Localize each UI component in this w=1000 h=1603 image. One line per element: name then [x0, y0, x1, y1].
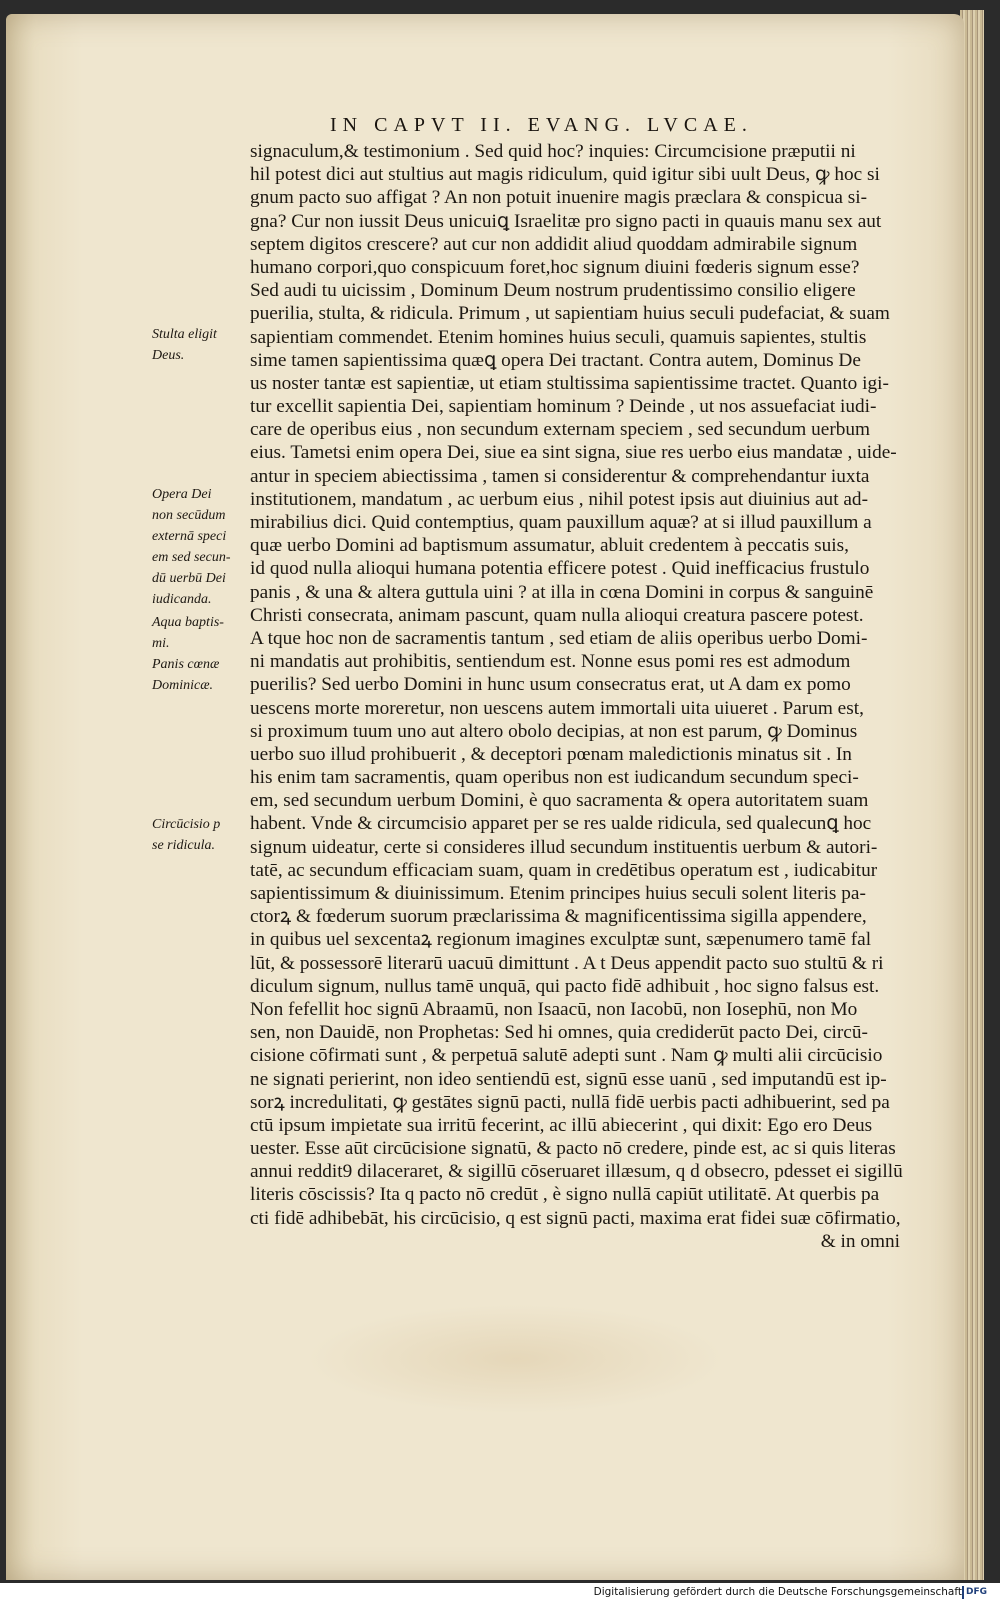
text-line: humano corpori,quo conspicuum foret,hoc signum diuini fœderis signum esse?	[250, 256, 860, 278]
marginal-line: Stulta eligit	[152, 327, 217, 342]
text-line: gna? Cur non iussit Deus unicuiꝗ Israelitæ pro signo pacti in quauis manu sex aut	[250, 210, 882, 232]
marginal-note-panis	[152, 654, 248, 696]
marginal-line: Dominicæ.	[152, 678, 214, 693]
text-line: signum uideatur, certe si consideres illud secundum instituentis uerbum & autori-	[250, 836, 878, 858]
text-line: cisione cōfirmati sunt , & perpetuā salutē adepti sunt . Nam ꝙ multi alii circūcisio	[250, 1045, 883, 1067]
text-line: gnum pacto suo affigat ? An non potuit inuenire magis præclara & conspicua si-	[250, 187, 868, 209]
text-line: lūt, & possessorē literarū uacuū dimittunt . A t Deus appendit pacto suo stultū & ri	[250, 952, 884, 974]
text-line: ctorꝝ & fœderum suorum præclarissima & magnificentissima sigilla appendere,	[250, 906, 867, 928]
running-head: IN CAPVT II. EVANG. LVCAE.	[330, 114, 753, 136]
marginal-line: Deus.	[152, 348, 185, 363]
marginal-line: non secūdum	[152, 508, 226, 523]
text-line: Non fefellit hoc signū Abraamū, non Isaacū, non Iacobū, non Iosephū, non Mo	[250, 998, 858, 1020]
text-line: tur excellit sapientia Dei, sapientiam hominum ? Deinde , ut nos assuefaciat iudi-	[250, 396, 877, 418]
text-line: panis , & una & altera guttula uini ? at illa in cœna Domini in corpus & sanguinē	[250, 581, 874, 603]
text-line: signaculum,& testimonium . Sed quid hoc? inquies: Circumcisione præputii ni	[250, 141, 856, 162]
marginal-line: dū uerbū Dei	[152, 571, 226, 586]
water-stain	[306, 1304, 726, 1414]
text-line: us noster tantæ est sapientiæ, ut etiam stultissima sapientissime tractet. Quanto igi-	[250, 372, 889, 394]
marginal-line: Opera Dei	[152, 487, 212, 502]
text-line: & in omni	[820, 1230, 900, 1252]
marginal-note-stulta	[152, 324, 248, 366]
marginal-line: mi.	[152, 636, 170, 651]
text-line: Christi consecrata, animam pascunt, quam nulla alioqui creatura pascere potest.	[250, 604, 864, 626]
text-line: uester. Esse aūt circūcisione signatū, & pacto nō credere, pinde est, ac si quis literas	[250, 1138, 896, 1160]
digitization-footer	[0, 1583, 1000, 1603]
text-line: in quibus uel sexcentaꝝ regionum imagines exculptæ sunt, sæpenumero tamē fal	[250, 929, 872, 951]
body-text	[250, 140, 910, 1253]
text-line: his enim tam sacramentis, quam operibus non est iudicandum secundum speci-	[250, 767, 859, 789]
text-line: sen, non Dauidē, non Prophetas: Sed hi omnes, quia crediderūt pacto Dei, circū-	[250, 1022, 868, 1044]
text-line: sapientissimum & diuinissimum. Etenim principes huius seculi solent literis pa-	[250, 883, 866, 904]
text-line: habent. Vnde & circumcisio apparet per se res ualde ridicula, sed qualecunꝗ hoc	[250, 813, 872, 835]
marginal-line: iudicanda.	[152, 592, 212, 607]
marginal-line: Panis cœnæ	[152, 657, 220, 672]
marginal-line: Aqua baptis-	[152, 615, 224, 630]
text-line: ctū ipsum impietate sua irritū fecerint, ac illū abiecerint , qui dixit: Ego ero Deus	[250, 1114, 873, 1136]
text-line: A tque hoc non de sacramentis tantum , sed etiam de aliis operibus uerbo Domi-	[250, 627, 868, 649]
text-line: si proximum tuum uno aut altero obolo decipias, at non est parum, ꝙ Dominus	[250, 720, 858, 742]
text-line: puerilis? Sed uerbo Domini in hunc usum consecratus erat, ut A dam ex pomo	[250, 674, 851, 696]
text-line: annui reddit9 dilaceraret, & sigillū cōseruaret illæsum, q d obsecro, pdesset ei sigillū	[250, 1161, 903, 1183]
text-line: ne signati perierint, non ideo sentiendū est, signū esse uanū , sed imputandū est ip-	[250, 1068, 887, 1090]
text-line: em, sed secundum uerbum Domini, è quo sacramenta & opera autoritatem suam	[250, 790, 869, 812]
dfg-logo-icon: DFG	[962, 1586, 994, 1599]
text-line: hil potest dici aut stultius aut magis ridiculum, quid igitur sibi uult Deus, ꝙ hoc si	[250, 164, 880, 186]
text-line: eius. Tametsi enim opera Dei, siue ea sint signa, siue res uerbo eius mandatæ , uide-	[250, 442, 897, 464]
marginal-line: se ridicula.	[152, 838, 215, 853]
text-line: care de operibus eius , non secundum externam speciem , sed secundum uerbum	[250, 419, 871, 441]
text-line: uescens morte moreretur, non uescens autem immortali uita uiueret . Parum est,	[250, 697, 864, 719]
footer-credit: Digitalisierung gefördert durch die Deutsche Forschungsgemeinschaft	[593, 1586, 962, 1598]
text-line: literis cōscissis? Ita q pacto nō credūt , è signo nullā capiūt utilitatē. At querbis pa	[250, 1184, 880, 1206]
text-line: sime tamen sapientissima quæꝗ opera Dei tractant. Contra autem, Dominus De	[250, 349, 861, 371]
marginal-line: em sed secun-	[152, 550, 231, 565]
text-line: septem digitos crescere? aut cur non addidit aliud quoddam admirabile signum	[250, 233, 858, 255]
text-line: quæ uerbo Domini ad baptismum assumatur, abluit credentem à peccatis suis,	[250, 535, 849, 557]
text-line: uerbo suo illud prohibuerit , & deceptori pœnam maledictionis minatus sit . In	[250, 743, 852, 765]
text-line: puerilia, stulta, & ridicula. Primum , ut sapientiam huius seculi pudefaciat, & suam	[250, 303, 890, 325]
marginal-note-aqua	[152, 612, 248, 654]
text-line: id quod nulla alioqui humana potentia efficere potest . Quid inefficacius frustulo	[250, 558, 870, 580]
text-line: antur in speciem abiectissima , tamen si considerentur & comprehendantur iuxta	[250, 465, 870, 487]
text-line: ni mandatis aut prohibitis, sentiendum est. Nonne esus pomi res est admodum	[250, 651, 851, 673]
marginal-line: externā speci	[152, 529, 227, 544]
text-line: mirabilius dici. Quid contemptius, quam pauxillum aquæ? at si illud pauxillum a	[250, 512, 872, 533]
marginal-line: Circūcisio p	[152, 817, 221, 832]
text-line: Sed audi tu uicissim , Dominum Deum nostrum prudentissimo consilio eligere	[250, 280, 856, 302]
text-line: diculum signum, nullus tamē unquā, qui pacto fidē adhibuit , hoc signo falsus est.	[250, 975, 880, 997]
marginal-note-opera-dei	[152, 484, 248, 610]
text-line: institutionem, mandatum , ac uerbum eius , nihil potest ipsis aut diuinius aut ad-	[250, 488, 868, 510]
marginal-note-circumcisio	[152, 814, 248, 856]
text-line: tatē, ac secundum efficaciam suam, quam in credētibus operatum est , iudicabitur	[250, 859, 878, 881]
text-line: cti fidē adhibebāt, his circūcisio, q est signū pacti, maxima erat fidei suæ cōfirmatio,	[250, 1207, 901, 1229]
text-line: sorꝝ incredulitati, ꝙ gestātes signū pacti, nullā fidē uerbis pacti adhibuerint, sed pa	[250, 1091, 890, 1113]
text-line: sapientiam commendet. Etenim homines huius seculi, quamuis sapientes, stultis	[250, 326, 867, 348]
